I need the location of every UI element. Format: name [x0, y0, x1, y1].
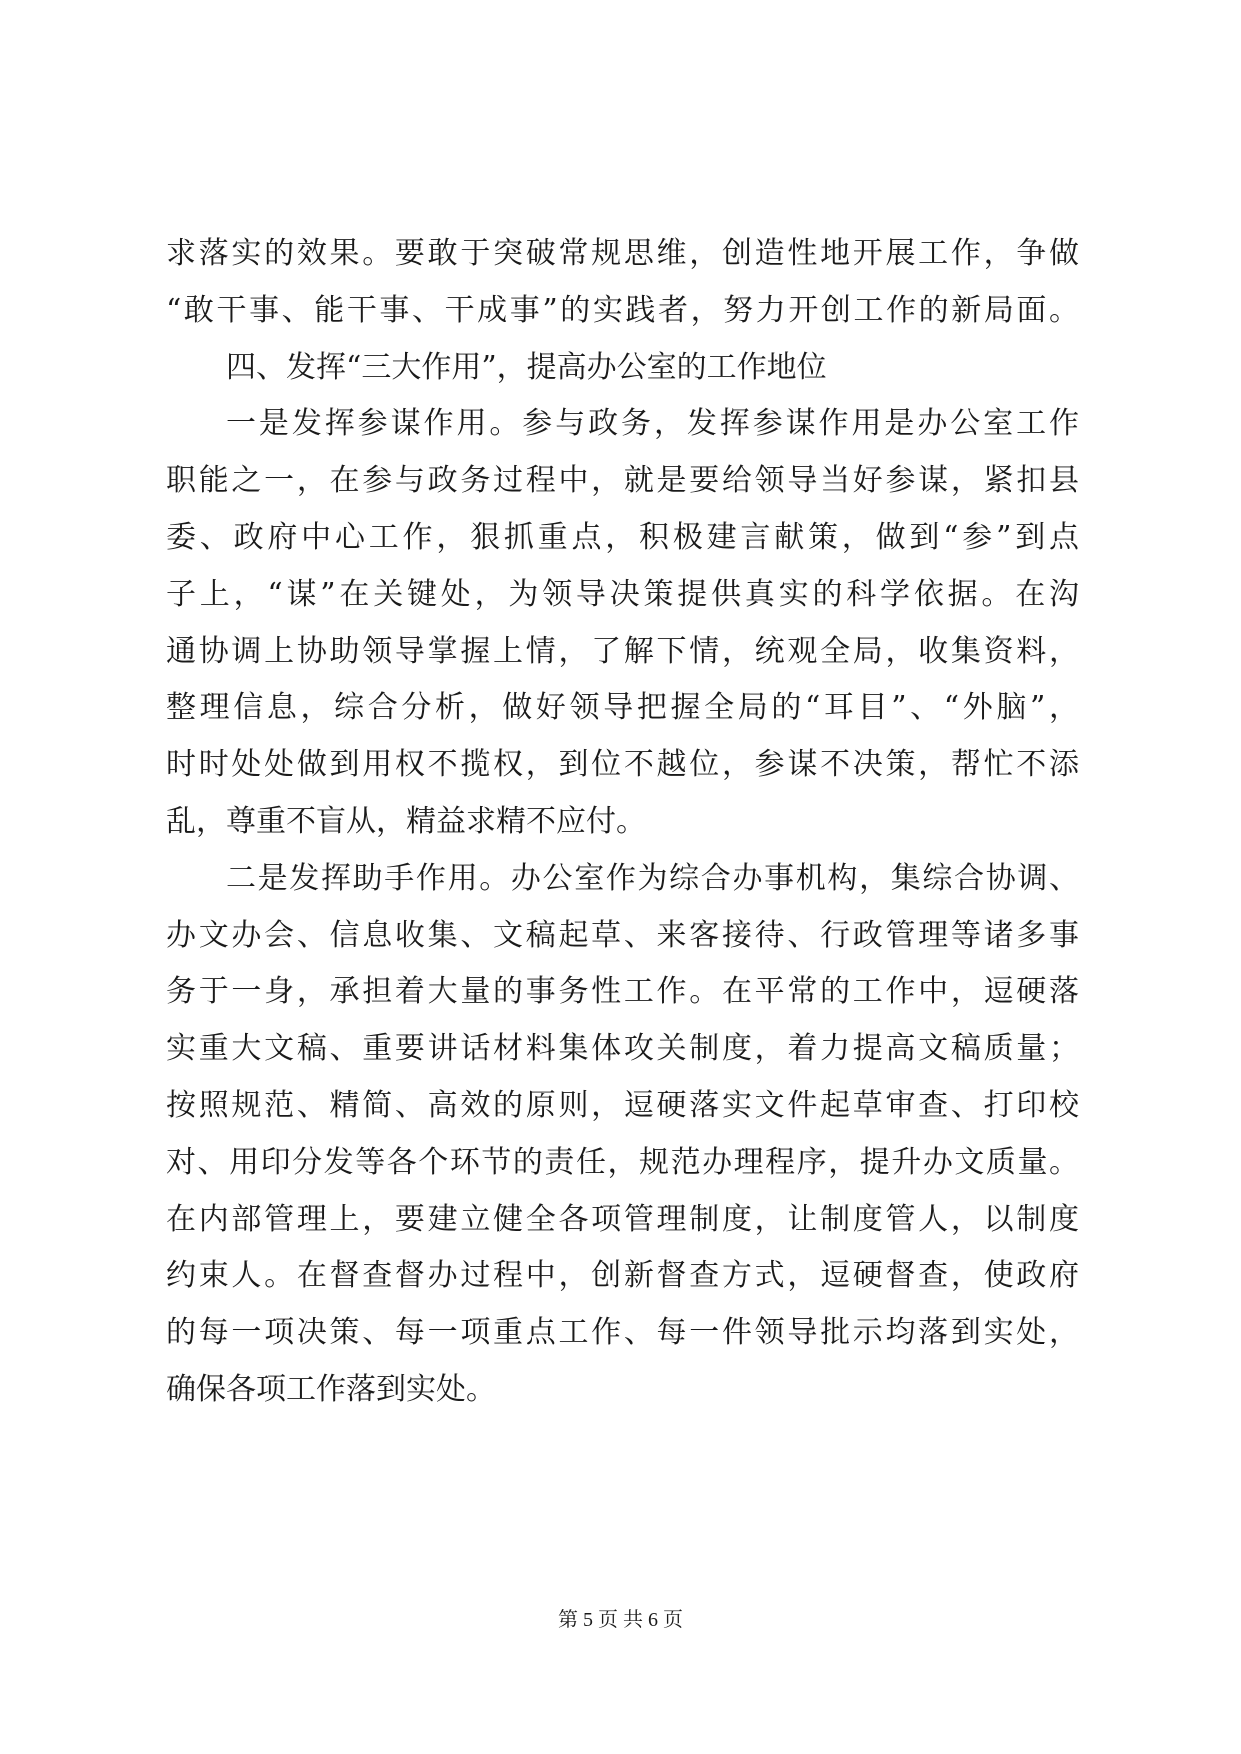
body-text [166, 226, 1079, 1419]
section-heading: 四、发挥“三大作用”，提高办公室的工作地位 [226, 349, 827, 385]
text-line: 对、用印分发等各个环节的责任，规范办理程序，提升办文质量。 [166, 1144, 1079, 1180]
text-line: 约束人。在督查督办过程中，创新督查方式，逗硬督查，使政府 [166, 1258, 1079, 1294]
text-line: 委、政府中心工作，狠抓重点，积极建言献策，做到“参”到点 [166, 519, 1079, 555]
text-line: 乱，尊重不盲从，精益求精不应付。 [166, 803, 646, 839]
text-line: 办文办会、信息收集、文稿起草、来客接待、行政管理等诸多事 [166, 917, 1079, 953]
paragraph-first-line: 一是发挥参谋作用。参与政务，发挥参谋作用是办公室工作 [226, 406, 1079, 442]
page-number-footer: 第 5 页 共 6 页 [558, 1609, 683, 1631]
text-line: 按照规范、精简、高效的原则，逗硬落实文件起草审查、打印校 [166, 1087, 1079, 1123]
paragraph-first-line: 二是发挥助手作用。办公室作为综合办事机构，集综合协调、 [226, 860, 1079, 896]
text-line: 在内部管理上，要建立健全各项管理制度，让制度管人，以制度 [166, 1201, 1079, 1237]
text-line: 实重大文稿、重要讲话材料集体攻关制度，着力提高文稿质量； [166, 1031, 1079, 1067]
text-line: 通协调上协助领导掌握上情，了解下情，统观全局，收集资料， [166, 633, 1079, 669]
text-line: 时时处处做到用权不揽权，到位不越位，参谋不决策，帮忙不添 [166, 747, 1079, 783]
text-line: “敢干事、能干事、干成事”的实践者，努力开创工作的新局面。 [166, 292, 1079, 328]
text-line: 确保各项工作落到实处。 [166, 1371, 496, 1407]
text-line: 子上，“谋”在关键处，为领导决策提供真实的科学依据。在沟 [166, 576, 1079, 612]
text-line: 求落实的效果。要敢于突破常规思维，创造性地开展工作，争做 [166, 236, 1079, 271]
text-line: 的每一项决策、每一项重点工作、每一件领导批示均落到实处， [166, 1315, 1079, 1351]
text-line: 务于一身，承担着大量的事务性工作。在平常的工作中，逗硬落 [166, 974, 1079, 1010]
text-line: 整理信息，综合分析，做好领导把握全局的“耳目”、“外脑”， [166, 690, 1079, 726]
text-line: 职能之一，在参与政务过程中，就是要给领导当好参谋，紧扣县 [166, 463, 1079, 499]
